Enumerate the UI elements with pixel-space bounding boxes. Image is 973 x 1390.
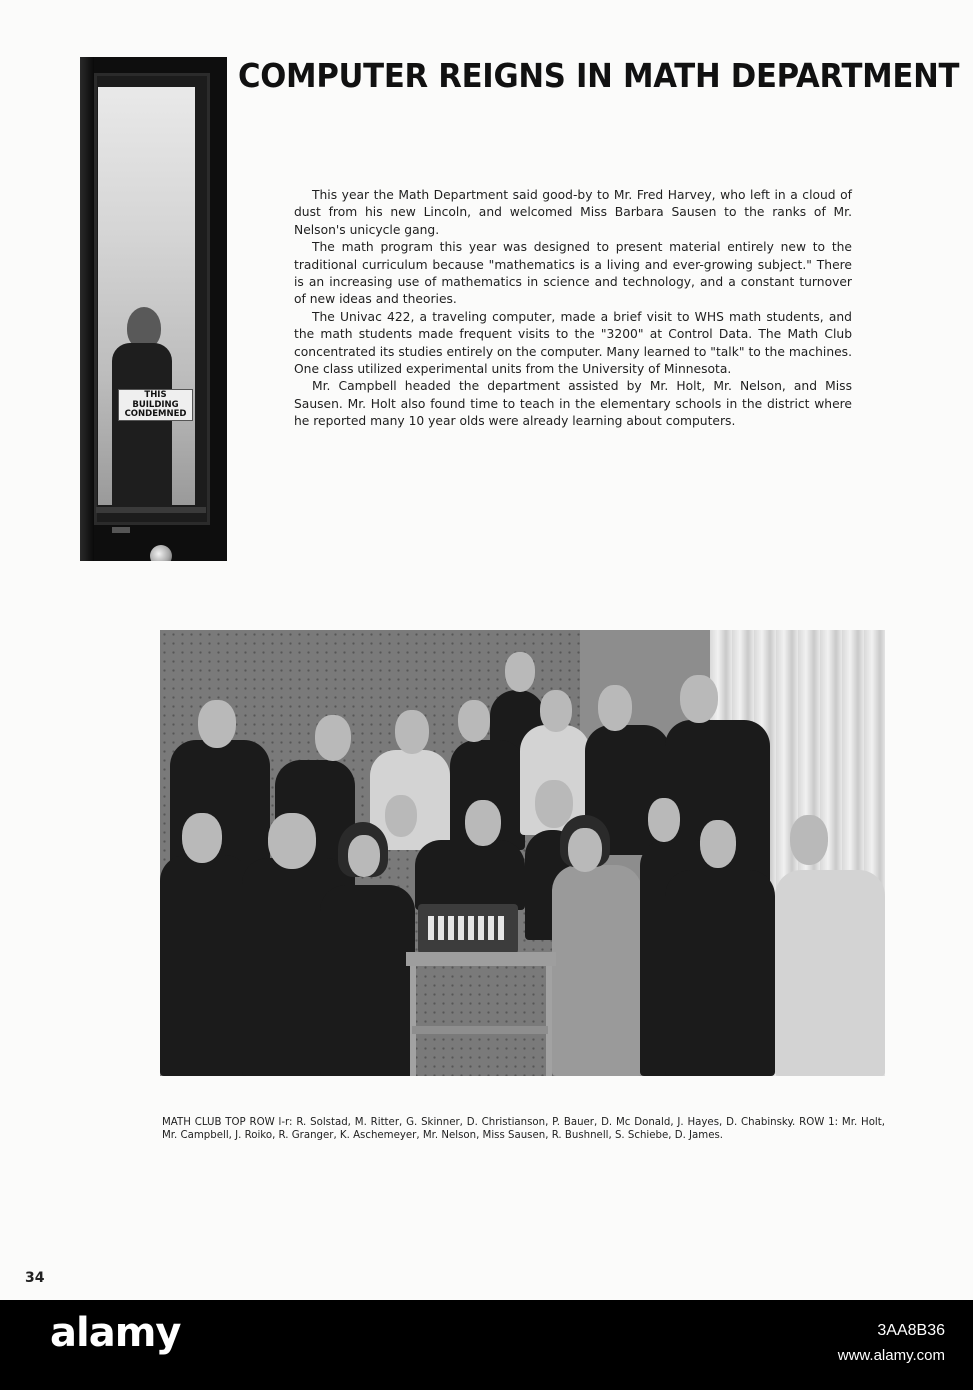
teacher-figure <box>552 865 642 1076</box>
door-knob <box>150 545 172 561</box>
student-head <box>395 710 429 754</box>
student-figure <box>415 840 525 910</box>
student-head <box>700 820 736 868</box>
condemned-sign <box>118 389 193 421</box>
teacher-figure <box>112 343 172 513</box>
article-body <box>294 187 852 431</box>
alamy-url: www.alamy.com <box>837 1347 945 1364</box>
sign-line-3: CONDEMNED <box>124 409 187 419</box>
image-id: 3AA8B36 <box>877 1322 945 1339</box>
sign-line-1: THIS <box>144 390 167 400</box>
photo-caption: MATH CLUB TOP ROW l-r: R. Solstad, M. Ritter, G. Skinner, D. Christianson, P. Bauer, D. Mc Donald, J. Hayes, D. Chabinsky. ROW 1: Mr. Holt, Mr. Campbell, J. Roiko, R. Granger, K. Aschemeyer, Mr. Nelson, Miss Sausen, R. Bushnell, S. Schiebe, D. James. <box>162 1117 885 1141</box>
article-paragraph: Mr. Campbell headed the department assisted by Mr. Holt, Mr. Nelson, and Miss Sausen. Mr. Holt also found time to teach in the elementary schools in the district where he reported many 10 year olds were already learning about computers. <box>294 379 852 429</box>
cart-leg <box>546 966 552 1076</box>
calculator-keys <box>428 916 508 940</box>
student-head <box>680 675 718 723</box>
student-head <box>315 715 351 761</box>
page-title: COMPUTER REIGNS IN MATH DEPARTMENT <box>238 56 960 95</box>
math-club-photo <box>160 630 885 1076</box>
teacher-head <box>182 813 222 863</box>
student-head <box>198 700 236 748</box>
cart-shelf <box>412 1026 548 1034</box>
teacher-figure <box>160 855 250 1076</box>
page-number: 34 <box>25 1270 45 1286</box>
student-head <box>540 690 572 732</box>
cart-top <box>406 952 556 966</box>
door-frame-edge <box>80 57 94 561</box>
door-photo <box>80 57 227 561</box>
teacher-head <box>268 813 316 869</box>
article-paragraph: The Univac 422, a traveling computer, made a brief visit to WHS math students, and the math students made frequent visits to the "3200" at Control Data. The Math Club concentrated its studies entirely on the computer. Many learned to "talk" to the machines. One class utilized experimental units from the University of Minnesota. <box>294 309 852 377</box>
student-head <box>790 815 828 865</box>
student-head <box>458 700 490 742</box>
student-head <box>465 800 501 846</box>
teacher-head <box>568 828 602 872</box>
alamy-logo: alamy <box>50 1310 181 1356</box>
door-rail <box>96 507 206 513</box>
student-head <box>598 685 632 731</box>
student-head <box>385 795 417 837</box>
student-head <box>348 835 380 877</box>
article-paragraph: This year the Math Department said good-by to Mr. Fred Harvey, who left in a cloud of dust from his new Lincoln, and welcomed Miss Barbara Sausen to the ranks of Mr. Nelson's unicycle gang. <box>294 188 852 237</box>
student-figure <box>320 885 415 1076</box>
student-head <box>505 652 535 692</box>
sign-line-2: BUILDING <box>132 399 179 410</box>
student-figure <box>775 870 885 1076</box>
article-paragraph: The math program this year was designed to present material entirely new to the traditional curriculum because "mathematics is a living and ever-growing subject." There is an increasing use of mathematics in science and technology, and a constant turnover of new ideas and theories. <box>294 240 852 307</box>
student-head <box>648 798 680 842</box>
door-plate <box>112 527 130 533</box>
cart-leg <box>410 966 416 1076</box>
student-figure <box>665 870 775 1076</box>
